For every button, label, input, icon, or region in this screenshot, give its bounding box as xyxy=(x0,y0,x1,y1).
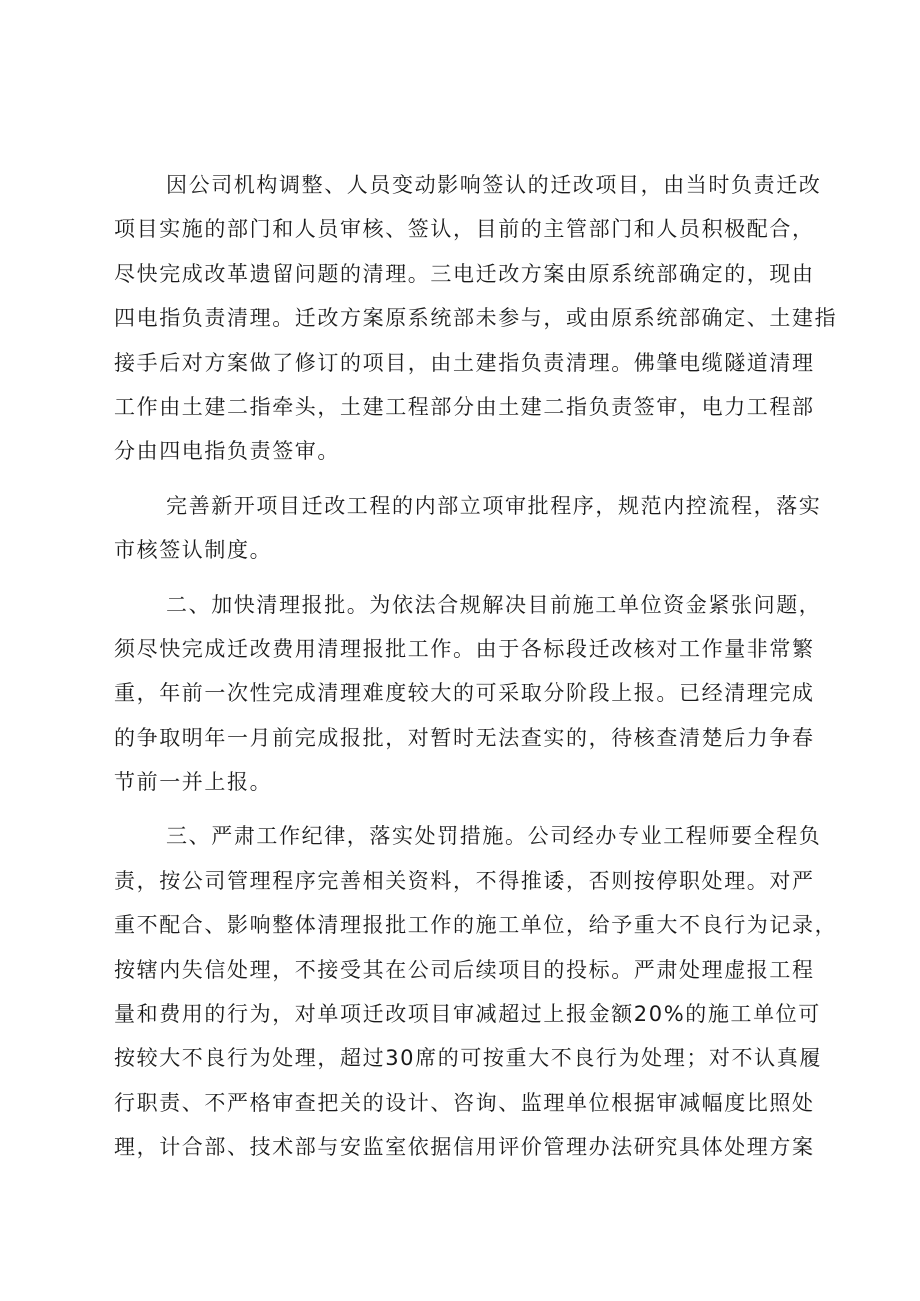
paragraph-spacer xyxy=(114,804,844,814)
text-line: 须尽快完成迁改费用清理报批工作。由于各标段迁改核对工作量非常繁 xyxy=(114,636,815,661)
document-body xyxy=(114,163,844,1170)
text-line: 行职责、不严格审查把关的设计、咨询、监理单位根据审减幅度比照处 xyxy=(114,1090,815,1115)
text-line: 重不配合、影响整体清理报批工作的施工单位，给予重大不良行为记录， xyxy=(114,913,838,938)
text-line: 因公司机构调整、人员变动影响签认的迁改项目，由当时负责迁改 xyxy=(166,173,822,197)
text-line: 完善新开项目迁改工程的内部立项审批程序，规范内控流程，落实 xyxy=(166,493,822,518)
text-line: 尽快完成改革遗留问题的清理。三电迁改方案由原系统部确定的，现由 xyxy=(114,261,815,286)
paragraph-spacer xyxy=(114,474,844,484)
text-line: 按较大不良行为处理，超过30席的可按重大不良行为处理；对不认真履 xyxy=(114,1046,822,1071)
text-line: 分由四电指负责签审。 xyxy=(114,439,340,464)
text-line: 责，按公司管理程序完善相关资料，不得推诿，否则按停职处理。对严 xyxy=(114,868,815,893)
text-line: 二、加快清理报批。为依法合规解决目前施工单位资金紧张问题， xyxy=(166,592,822,617)
paragraph-2 xyxy=(114,484,844,573)
text-line: 的争取明年一月前完成报批，对暂时无法查实的，待核查清楚后力争春 xyxy=(114,725,815,750)
paragraph-1 xyxy=(114,163,844,474)
text-line: 四电指负责清理。迁改方案原系统部未参与，或由原系统部确定、土建指 xyxy=(114,306,838,331)
text-line: 节前一并上报。 xyxy=(114,770,273,795)
paragraph-spacer xyxy=(114,573,844,583)
text-line: 按辖内失信处理，不接受其在公司后续项目的投标。严肃处理虚报工程 xyxy=(114,957,815,982)
text-line: 项目实施的部门和人员审核、签认，目前的主管部门和人员积极配合， xyxy=(114,217,815,242)
paragraph-3 xyxy=(114,583,844,805)
text-line: 重，年前一次性完成清理难度较大的可采取分阶段上报。已经清理完成 xyxy=(114,681,815,706)
text-line: 市核签认制度。 xyxy=(114,538,273,563)
text-line: 理，计合部、技术部与安监室依据信用评价管理办法研究具体处理方案 xyxy=(114,1135,815,1160)
text-line: 三、严肃工作纪律，落实处罚措施。公司经办专业工程师要全程负 xyxy=(166,824,822,849)
text-line: 工作由土建二指牵头，土建工程部分由土建二指负责签审，电力工程部 xyxy=(114,394,815,419)
paragraph-4 xyxy=(114,814,844,1169)
text-line: 量和费用的行为，对单项迁改项目审减超过上报金额20%的施工单位可 xyxy=(114,1002,821,1027)
text-line: 接手后对方案做了修订的项目，由土建指负责清理。佛肇电缆隧道清理 xyxy=(114,350,815,375)
